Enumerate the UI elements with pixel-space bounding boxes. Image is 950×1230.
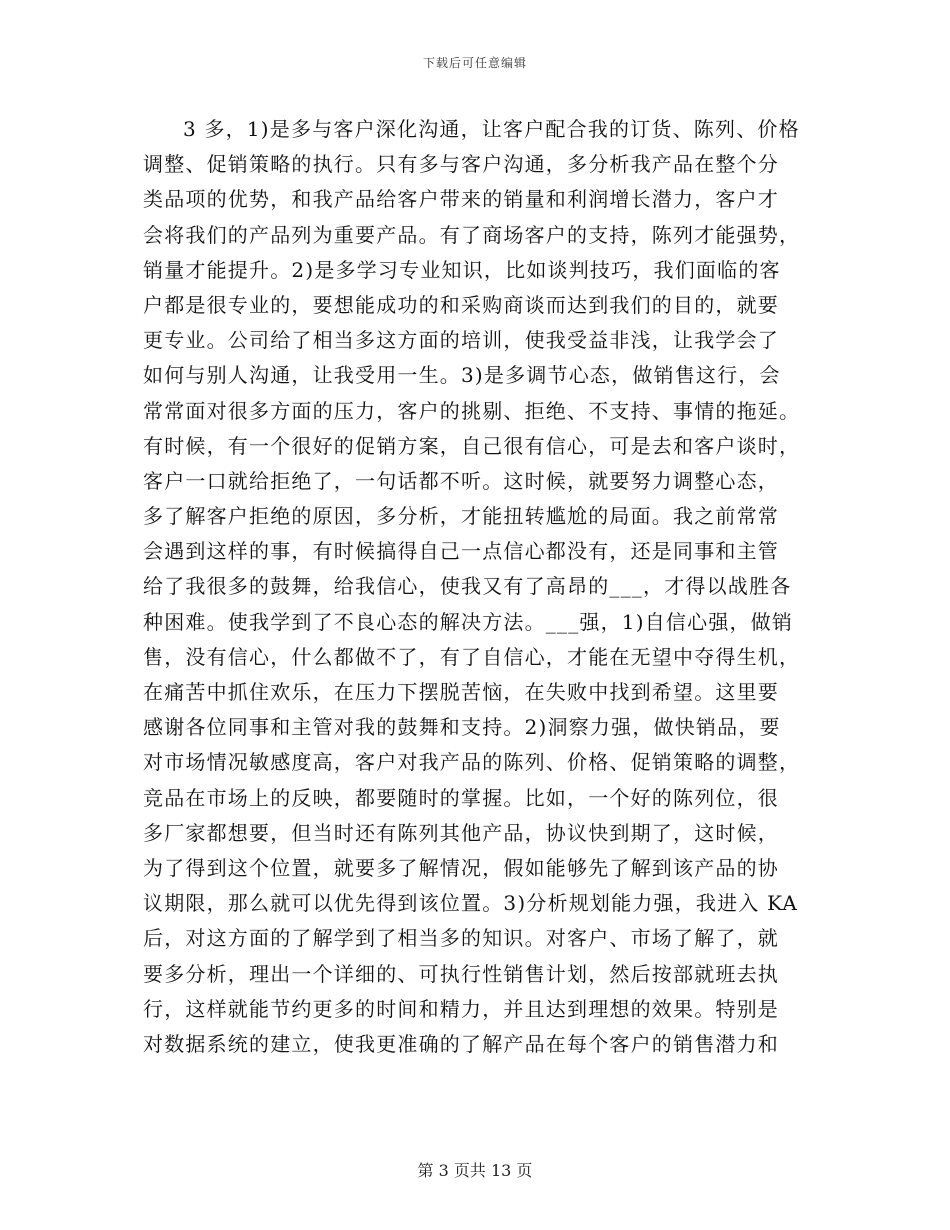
text-line: 对数据系统的建立，使我更准确的了解产品在每个客户的销售潜力和 xyxy=(143,1031,779,1056)
text-line: 客户一口就给拒绝了，一句话都不听。这时候，就要努力调整心态， xyxy=(143,468,779,493)
text-line: 如何与别人沟通，让我受用一生。3)是多调节心态，做销售这行，会 xyxy=(143,363,781,388)
page-header: 下载后可任意编辑 xyxy=(422,56,527,70)
text-line: 对市场情况敏感度高，客户对我产品的陈列、价格、促销策略的调整， xyxy=(143,750,801,775)
text-line: 常常面对很多方面的压力，客户的挑剔、拒绝、不支持、事情的拖延。 xyxy=(143,398,801,423)
text-line: 感谢各位同事和主管对我的鼓舞和支持。2)洞察力强，做快销品，要 xyxy=(143,715,781,740)
text-line: 种困难。使我学到了不良心态的解决方法。___强，1)自信心强，做销 xyxy=(143,609,794,634)
body-paragraph xyxy=(143,112,815,1062)
text-line: 为了得到这个位置，就要多了解情况，假如能够先了解到该产品的协 xyxy=(143,855,779,880)
text-line: 后，对这方面的了解学到了相当多的知识。对客户、市场了解了，就 xyxy=(143,926,779,951)
text-line: 行，这样就能节约更多的时间和精力，并且达到理想的效果。特别是 xyxy=(143,996,779,1021)
text-line: 更专业。公司给了相当多这方面的培训，使我受益非浅，让我学会了 xyxy=(143,328,779,353)
page-number-footer: 第 3 页共 13 页 xyxy=(417,1161,533,1180)
text-line: 会遇到这样的事，有时候搞得自己一点信心都没有，还是同事和主管 xyxy=(143,539,779,564)
text-line: 议期限，那么就可以优先得到该位置。3)分析规划能力强，我进入 KA xyxy=(143,891,799,916)
text-line: 多了解客户拒绝的原因，多分析，才能扭转尴尬的局面。我之前常常 xyxy=(143,504,779,529)
text-line: 销量才能提升。2)是多学习专业知识，比如谈判技巧，我们面临的客 xyxy=(143,257,781,282)
text-line: 多厂家都想要，但当时还有陈列其他产品，协议快到期了，这时候， xyxy=(143,820,779,845)
text-line: 有时候，有一个很好的促销方案，自己很有信心，可是去和客户谈时， xyxy=(143,433,801,458)
text-line: 在痛苦中抓住欢乐，在压力下摆脱苦恼，在失败中找到希望。这里要 xyxy=(143,680,779,704)
text-line: 调整、促销策略的执行。只有多与客户沟通，多分析我产品在整个分 xyxy=(143,152,779,177)
text-line: 给了我很多的鼓舞，给我信心，使我又有了高昂的___，才得以战胜各 xyxy=(143,574,792,599)
text-line: 户都是很专业的，要想能成功的和采购商谈而达到我们的目的，就要 xyxy=(143,292,779,317)
text-line: 类品项的优势，和我产品给客户带来的销量和利润增长潜力，客户才 xyxy=(143,187,779,212)
text-line: 要多分析，理出一个详细的、可执行性销售计划，然后按部就班去执 xyxy=(143,961,779,986)
text-line: 竞品在市场上的反映，都要随时的掌握。比如，一个好的陈列位，很 xyxy=(143,785,779,810)
text-line: 3 多，1)是多与客户深化沟通，让客户配合我的订货、陈列、价格 xyxy=(183,117,800,141)
text-line: 售，没有信心，什么都做不了，有了自信心，才能在无望中夺得生机， xyxy=(143,644,801,669)
text-line: 会将我们的产品列为重要产品。有了商场客户的支持，陈列才能强势， xyxy=(143,222,801,247)
